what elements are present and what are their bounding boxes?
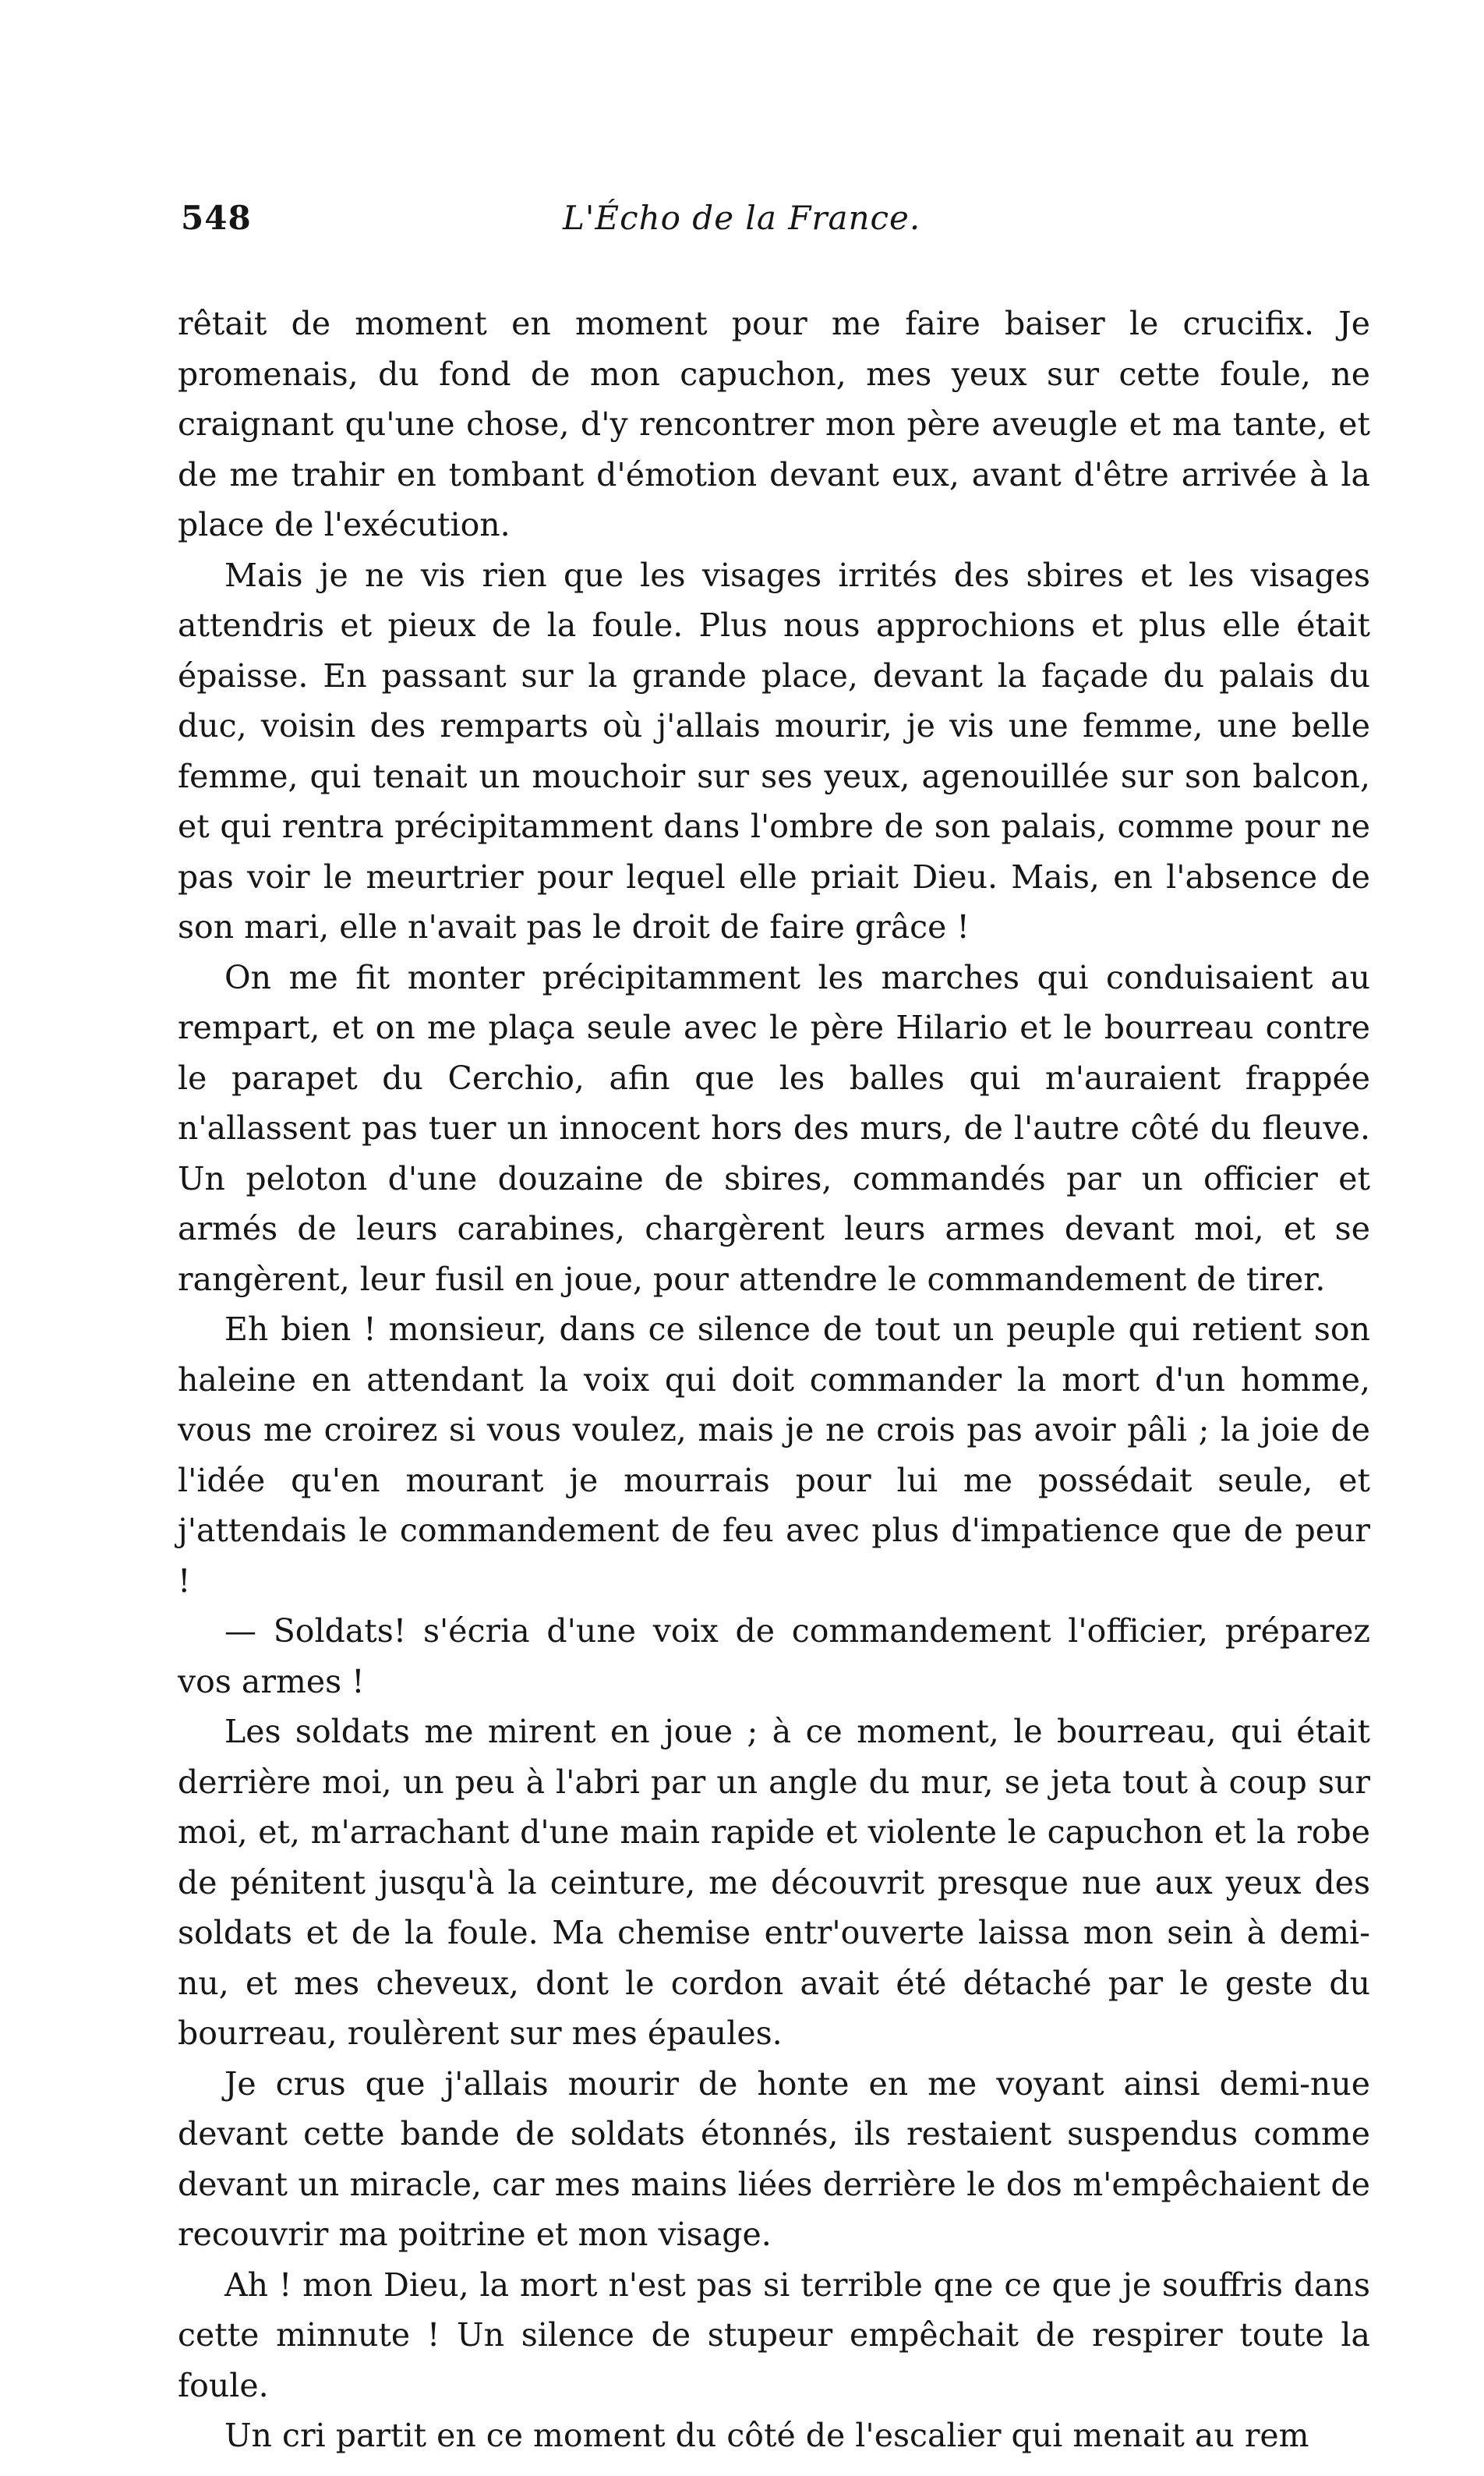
- body-text: [178, 299, 1370, 2461]
- page-number: 548: [181, 199, 252, 237]
- paragraph: — Soldats! s'écria d'une voix de commandement l'officier, préparez vos armes !: [178, 1612, 1370, 1700]
- running-title: L'Écho de la France.: [563, 199, 921, 237]
- paragraph: On me fit monter précipitamment les marches qui conduisaient au rempart, et on me plaça seule avec le père Hilario et le bourreau contre le parapet du Cerchio, afin que les balles qui m'auraient frappée n'allassent pas tuer un innocent hors des murs, de l'autre côté du fleuve. Un peloton d'une douzaine de sbires, commandés par un officier et armés de leurs carabines, chargèrent leurs armes devant moi, et se rangèrent, leur fusil en joue, pour attendre le commandement de tirer.: [178, 958, 1370, 1298]
- paragraph: Eh bien ! monsieur, dans ce silence de tout un peuple qui retient son haleine en attendant la voix qui doit commander la mort d'un homme, vous me croirez si vous voulez, mais je ne crois pas avoir pâli ; la joie de l'idée qu'en mourant je mourrais pour lui me possédait seule, et j'attendais le commandement de feu avec plus d'impatience que de peur !: [178, 1311, 1370, 1600]
- page-header: [181, 199, 1366, 253]
- paragraph: Les soldats me mirent en joue ; à ce moment, le bourreau, qui était derrière moi, un peu à l'abri par un angle du mur, se jeta tout à coup sur moi, et, m'arrachant d'une main rapide et violente le capuchon et la robe de pénitent jusqu'à la ceinture, me découvrit presque nue aux yeux des soldats et de la foule. Ma chemise entr'ouverte laissa mon sein à demi-nu, et mes cheveux, dont le cordon avait été détaché par le geste du bourreau, roulèrent sur mes épaules.: [178, 1713, 1370, 2052]
- paragraph: Mais je ne vis rien que les visages irrités des sbires et les visages attendris et pieux de la foule. Plus nous approchions et plus elle était épaisse. En passant sur la grande place, devant la façade du palais du duc, voisin des remparts où j'allais mourir, je vis une femme, une belle femme, qui tenait un mouchoir sur ses yeux, agenouillée sur son balcon, et qui rentra précipitamment dans l'ombre de son palais, comme pour ne pas voir le meurtrier pour lequel elle priait Dieu. Mais, en l'absence de son mari, elle n'avait pas le droit de faire grâce !: [178, 556, 1370, 946]
- paragraph: Je crus que j'allais mourir de honte en me voyant ainsi demi-nue devant cette bande de soldats étonnés, ils restaient suspendus comme devant un miracle, car mes mains liées derrière le dos m'empêchaient de recouvrir ma poitrine et mon visage.: [178, 2064, 1370, 2253]
- paragraph: Un cri partit en ce moment du côté de l'escalier qui menait au rem: [224, 2417, 1309, 2454]
- paragraph: rêtait de moment en moment pour me faire baiser le crucifix. Je promenais, du fond de mon capuchon, mes yeux sur cette foule, ne craignant qu'une chose, d'y rencontrer mon père aveugle et ma tante, et de me trahir en tombant d'émotion devant eux, avant d'être arrivée à la place de l'exécution.: [178, 305, 1370, 543]
- paragraph: Ah ! mon Dieu, la mort n'est pas si terrible qne ce que je souffris dans cette minnute ! Un silence de stupeur empêchait de respirer toute la foule.: [178, 2266, 1370, 2404]
